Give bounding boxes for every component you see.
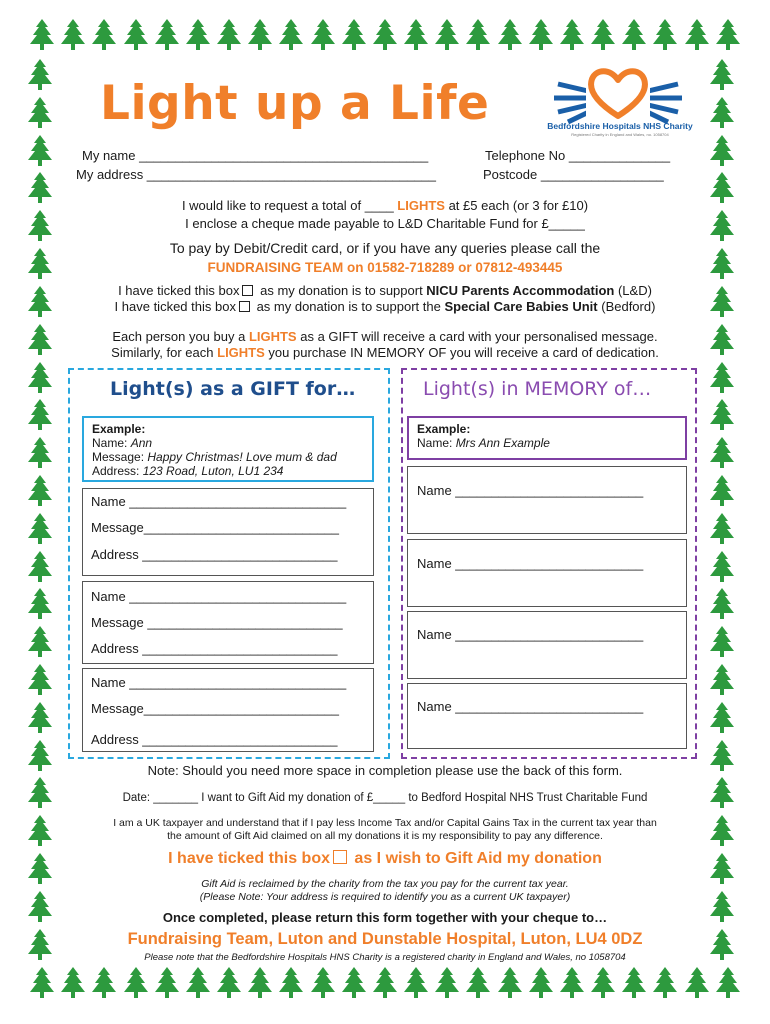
- gift-aid-tick-post: as I wish to Gift Aid my donation: [349, 850, 602, 867]
- gift-example-name-label: Name:: [92, 436, 131, 450]
- tree-border-top: [28, 18, 742, 56]
- tree-icon: [708, 361, 744, 395]
- scbu-post: (Bedford): [597, 299, 656, 314]
- gift-example-message: [92, 450, 364, 464]
- tree-icon: [26, 663, 62, 697]
- tree-icon: [708, 701, 744, 735]
- memory-3-name[interactable]: Name __________________________: [417, 627, 644, 642]
- tree-icon: [708, 550, 744, 584]
- tree-icon: [708, 663, 744, 697]
- nicu-tick-mid: as my donation is to support: [256, 283, 427, 298]
- tree-icon: [309, 18, 337, 56]
- gift-1-message[interactable]: Message___________________________: [91, 520, 339, 535]
- nicu-checkbox[interactable]: [242, 285, 253, 296]
- tree-icon: [708, 625, 744, 659]
- tree-icon: [527, 966, 555, 1004]
- memory-entry-2[interactable]: [407, 539, 687, 607]
- tree-icon: [620, 966, 648, 1004]
- tree-icon: [184, 966, 212, 1004]
- tree-icon: [26, 436, 62, 470]
- tree-icon: [714, 18, 742, 56]
- tree-icon: [558, 966, 586, 1004]
- gift-2-name[interactable]: Name ______________________________: [91, 589, 347, 604]
- gift-panel-title: Light(s) as a GIFT for…: [110, 378, 356, 400]
- tree-icon: [122, 18, 150, 56]
- memory-panel-title: Light(s) in MEMORY of…: [423, 378, 652, 400]
- tree-icon: [28, 18, 56, 56]
- space-note: Note: Should you need more space in completion please use the back of this form.: [147, 763, 623, 778]
- nicu-post: (L&D): [614, 283, 652, 298]
- taxpayer-line-1: I am a UK taxpayer and understand that if I pay less Income Tax and/or Capital Gains Tax in the current tax year than: [113, 817, 657, 829]
- tree-icon: [153, 966, 181, 1004]
- tree-icon: [683, 966, 711, 1004]
- scbu-tick-line: [0, 299, 770, 314]
- request-line: [0, 198, 770, 213]
- tree-icon: [59, 966, 87, 1004]
- memory-example-name-label: Name:: [417, 436, 456, 450]
- tree-icon: [496, 966, 524, 1004]
- tree-icon: [26, 96, 62, 130]
- tree-icon: [26, 701, 62, 735]
- info-lights-2: LIGHTS: [217, 345, 265, 360]
- tree-icon: [589, 18, 617, 56]
- gift-example-message-value: Happy Christmas! Love mum & dad: [147, 450, 337, 464]
- tree-icon: [246, 966, 274, 1004]
- gift-3-address[interactable]: Address ___________________________: [91, 732, 338, 747]
- tree-icon: [277, 966, 305, 1004]
- info-l2-pre: Similarly, for each: [111, 345, 218, 360]
- return-address: Fundraising Team, Luton and Dunstable Hospital, Luton, LU4 0DZ: [127, 930, 643, 948]
- memory-4-name[interactable]: Name __________________________: [417, 699, 644, 714]
- tree-icon: [402, 966, 430, 1004]
- info-l1-pre: Each person you buy a: [112, 329, 249, 344]
- tree-icon: [651, 966, 679, 1004]
- tree-icon: [153, 18, 181, 56]
- request-pre-text: I would like to request a total of ____: [181, 198, 398, 213]
- tree-icon: [620, 18, 648, 56]
- scbu-tick-mid: as my donation is to support the: [252, 299, 445, 314]
- nicu-tick-pre: I have ticked this box: [118, 283, 240, 298]
- charity-logo-subtext: Registered Charity in England and Wales, no. 1058704: [571, 132, 669, 137]
- memory-example-name: [417, 436, 677, 450]
- tree-icon: [651, 18, 679, 56]
- postcode-field[interactable]: Postcode _________________: [483, 167, 664, 182]
- nicu-tick-line: [0, 283, 770, 298]
- tree-icon: [464, 966, 492, 1004]
- tree-icon: [340, 18, 368, 56]
- info-l1-post: as a GIFT will receive a card with your personalised message.: [296, 329, 658, 344]
- gift-aid-declaration[interactable]: Date: _______ I want to Gift Aid my donation of £_____ to Bedford Hospital NHS Trust Charitable Fund: [122, 792, 648, 804]
- gift-aid-reclaim-1: Gift Aid is reclaimed by the charity from the tax you pay for the current tax year.: [201, 878, 569, 890]
- memory-example-box: [407, 416, 687, 460]
- gift-aid-reclaim-2: (Please Note: Your address is required to identify you as a current UK taxpayer): [199, 891, 571, 903]
- gift-example-address: [92, 464, 364, 478]
- info-l2-post: you purchase IN MEMORY OF you will receive a card of dedication.: [264, 345, 659, 360]
- tree-icon: [28, 966, 56, 1004]
- charity-logo-name: Bedfordshire Hospitals NHS Charity: [547, 121, 693, 131]
- gift-example-message-label: Message:: [92, 450, 148, 464]
- tree-icon: [714, 966, 742, 1004]
- gift-example-label: Example:: [92, 422, 146, 436]
- info-line-memory: [0, 345, 770, 360]
- tree-icon: [496, 18, 524, 56]
- tree-icon: [26, 398, 62, 432]
- tree-icon: [708, 474, 744, 508]
- gift-3-message[interactable]: Message___________________________: [91, 701, 339, 716]
- return-instruction: Once completed, please return this form together with your cheque to…: [162, 910, 608, 925]
- charity-registration: Please note that the Bedfordshire Hospitals HNS Charity is a registered charity in England and Wales, no 1058704: [144, 952, 626, 963]
- memory-entry-3[interactable]: [407, 611, 687, 679]
- tree-icon: [26, 361, 62, 395]
- gift-example-name: [92, 436, 364, 450]
- gift-example-address-label: Address:: [92, 464, 143, 478]
- lights-highlight: LIGHTS: [397, 198, 445, 213]
- tree-icon: [215, 18, 243, 56]
- taxpayer-line-2: the amount of Gift Aid claimed on all my donations it is my responsibility to pay any difference.: [167, 830, 603, 842]
- tree-icon: [527, 18, 555, 56]
- memory-1-name[interactable]: Name __________________________: [417, 483, 644, 498]
- tree-icon: [215, 966, 243, 1004]
- tree-icon: [246, 18, 274, 56]
- memory-example-name-value: Mrs Ann Example: [455, 436, 550, 450]
- memory-example-label: Example:: [417, 422, 471, 436]
- gift-aid-tick-line: [0, 850, 770, 868]
- scbu-label: Special Care Babies Unit: [444, 299, 598, 314]
- tree-icon: [26, 550, 62, 584]
- gift-2-message[interactable]: Message ___________________________: [91, 615, 343, 630]
- tree-icon: [558, 18, 586, 56]
- request-post-text: at £5 each (or 3 for £10): [444, 198, 589, 213]
- tree-icon: [309, 966, 337, 1004]
- tree-icon: [26, 625, 62, 659]
- nicu-label: NICU Parents Accommodation: [426, 283, 615, 298]
- gift-aid-checkbox[interactable]: [333, 850, 347, 864]
- gift-example-box: [82, 416, 374, 482]
- gift-3-name[interactable]: Name ______________________________: [91, 675, 347, 690]
- gift-1-address[interactable]: Address ___________________________: [91, 547, 338, 562]
- tree-icon: [708, 587, 744, 621]
- tree-icon: [589, 966, 617, 1004]
- tree-icon: [26, 134, 62, 168]
- tree-icon: [26, 58, 62, 92]
- info-line-gift: [0, 329, 770, 344]
- memory-2-name[interactable]: Name __________________________: [417, 556, 644, 571]
- memory-entry-1[interactable]: [407, 466, 687, 534]
- tree-icon: [464, 18, 492, 56]
- telephone-field[interactable]: Telephone No ______________: [485, 148, 671, 163]
- cheque-line: I enclose a cheque made payable to L&D Charitable Fund for £_____: [185, 216, 585, 231]
- tree-icon: [90, 18, 118, 56]
- tree-icon: [340, 966, 368, 1004]
- tree-icon: [90, 966, 118, 1004]
- gift-example-name-value: Ann: [130, 436, 153, 450]
- tree-icon: [122, 966, 150, 1004]
- tree-icon: [708, 512, 744, 546]
- gift-aid-tick-pre: I have ticked this box: [168, 850, 330, 867]
- tree-icon: [277, 18, 305, 56]
- tree-icon: [371, 966, 399, 1004]
- address-field[interactable]: My address ________________________________________: [76, 167, 437, 182]
- tree-icon: [371, 18, 399, 56]
- tree-icon: [184, 18, 212, 56]
- name-field[interactable]: My name ________________________________________: [82, 148, 429, 163]
- gift-example-address-value: 123 Road, Luton, LU1 234: [142, 464, 284, 478]
- fundraising-team-phone: FUNDRAISING TEAM on 01582-718289 or 07812-493445: [207, 260, 563, 275]
- tree-icon: [433, 18, 461, 56]
- tree-icon: [26, 474, 62, 508]
- tree-border-bottom: [28, 966, 742, 1004]
- tree-icon: [708, 436, 744, 470]
- tree-icon: [708, 96, 744, 130]
- tree-icon: [402, 18, 430, 56]
- tree-icon: [26, 512, 62, 546]
- memory-entry-4[interactable]: [407, 683, 687, 749]
- gift-2-address[interactable]: Address ___________________________: [91, 641, 338, 656]
- tree-icon: [708, 58, 744, 92]
- tree-icon: [26, 587, 62, 621]
- tree-icon: [59, 18, 87, 56]
- tree-icon: [708, 134, 744, 168]
- scbu-tick-pre: I have ticked this box: [114, 299, 236, 314]
- scbu-checkbox[interactable]: [239, 301, 250, 312]
- tree-icon: [708, 398, 744, 432]
- tree-icon: [433, 966, 461, 1004]
- tree-icon: [683, 18, 711, 56]
- gift-1-name[interactable]: Name ______________________________: [91, 494, 347, 509]
- card-payment-line: To pay by Debit/Credit card, or if you have any queries please call the: [169, 240, 601, 256]
- info-lights-1: LIGHTS: [248, 329, 297, 344]
- page-title: Light up a Life: [100, 76, 490, 131]
